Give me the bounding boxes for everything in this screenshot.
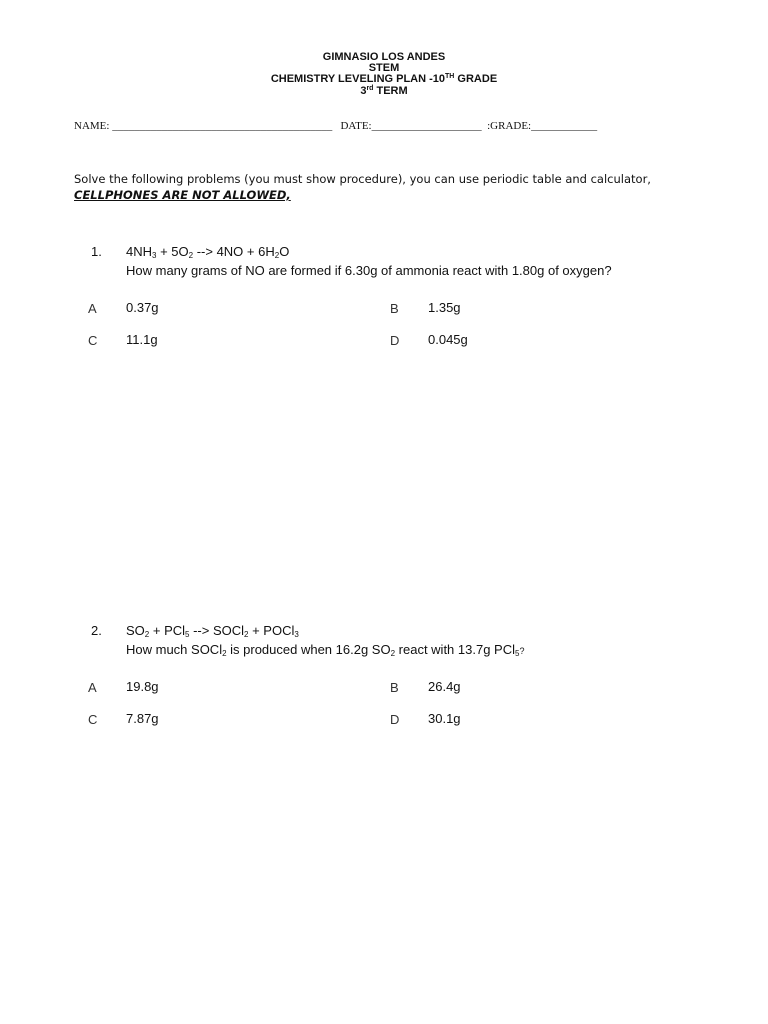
student-info-fields: NAME: ________________________________________ DATE:____________________ :GRADE:____________: [74, 120, 598, 132]
q2-option-c-label: C: [88, 712, 98, 727]
q2-option-d-label: D: [390, 712, 400, 727]
question-1-equation: $4NH_3 + 5O_2$ --> $4NO + 6H_2O$: [126, 244, 290, 260]
q1-option-c-label: C: [88, 333, 98, 348]
q1-option-c-value: 11.1g: [126, 332, 158, 347]
question-2-equation: $SO_2 + PCl_5$ --> SOCl$_2$ + POCl$_3$: [126, 623, 299, 639]
question-2-number: 2.: [91, 623, 102, 638]
q1-option-a-label: A: [88, 301, 97, 316]
q1-option-b-value: 1.35g: [428, 300, 461, 315]
q2-option-c-value: 7.87g: [126, 711, 159, 726]
school-name: GIMNASIO LOS ANDES: [322, 51, 446, 63]
question-1-number: 1.: [91, 244, 102, 259]
question-1-text: How many grams of NO are formed if 6.30g of ammonia react with 1.80g of oxygen?: [126, 263, 612, 278]
q2-option-d-value: 30.1g: [428, 711, 461, 726]
program-name: STEM: [368, 62, 400, 74]
q2-option-a-label: A: [88, 680, 97, 695]
instructions-text: Solve the following problems (you must show procedure), you can use periodic table and calculator,: [74, 172, 651, 186]
question-2-text: How much SOCl$_2$ is produced when 16.2g $SO_2$ react with 13.7g PCl$_5$?: [126, 642, 525, 658]
q1-option-d-label: D: [390, 333, 400, 348]
q2-option-a-value: 19.8g: [126, 679, 159, 694]
q1-option-a-value: 0.37g: [126, 300, 159, 315]
term-title: 3rd TERM: [360, 85, 408, 97]
q2-option-b-value: 26.4g: [428, 679, 461, 694]
q1-option-d-value: 0.045g: [428, 332, 468, 347]
instructions: [74, 171, 714, 203]
q1-option-b-label: B: [390, 301, 399, 316]
cellphone-warning: CELLPHONES ARE NOT ALLOWED,: [74, 188, 291, 202]
q2-option-b-label: B: [390, 680, 399, 695]
plan-title: CHEMISTRY LEVELING PLAN -10TH GRADE: [270, 73, 498, 85]
